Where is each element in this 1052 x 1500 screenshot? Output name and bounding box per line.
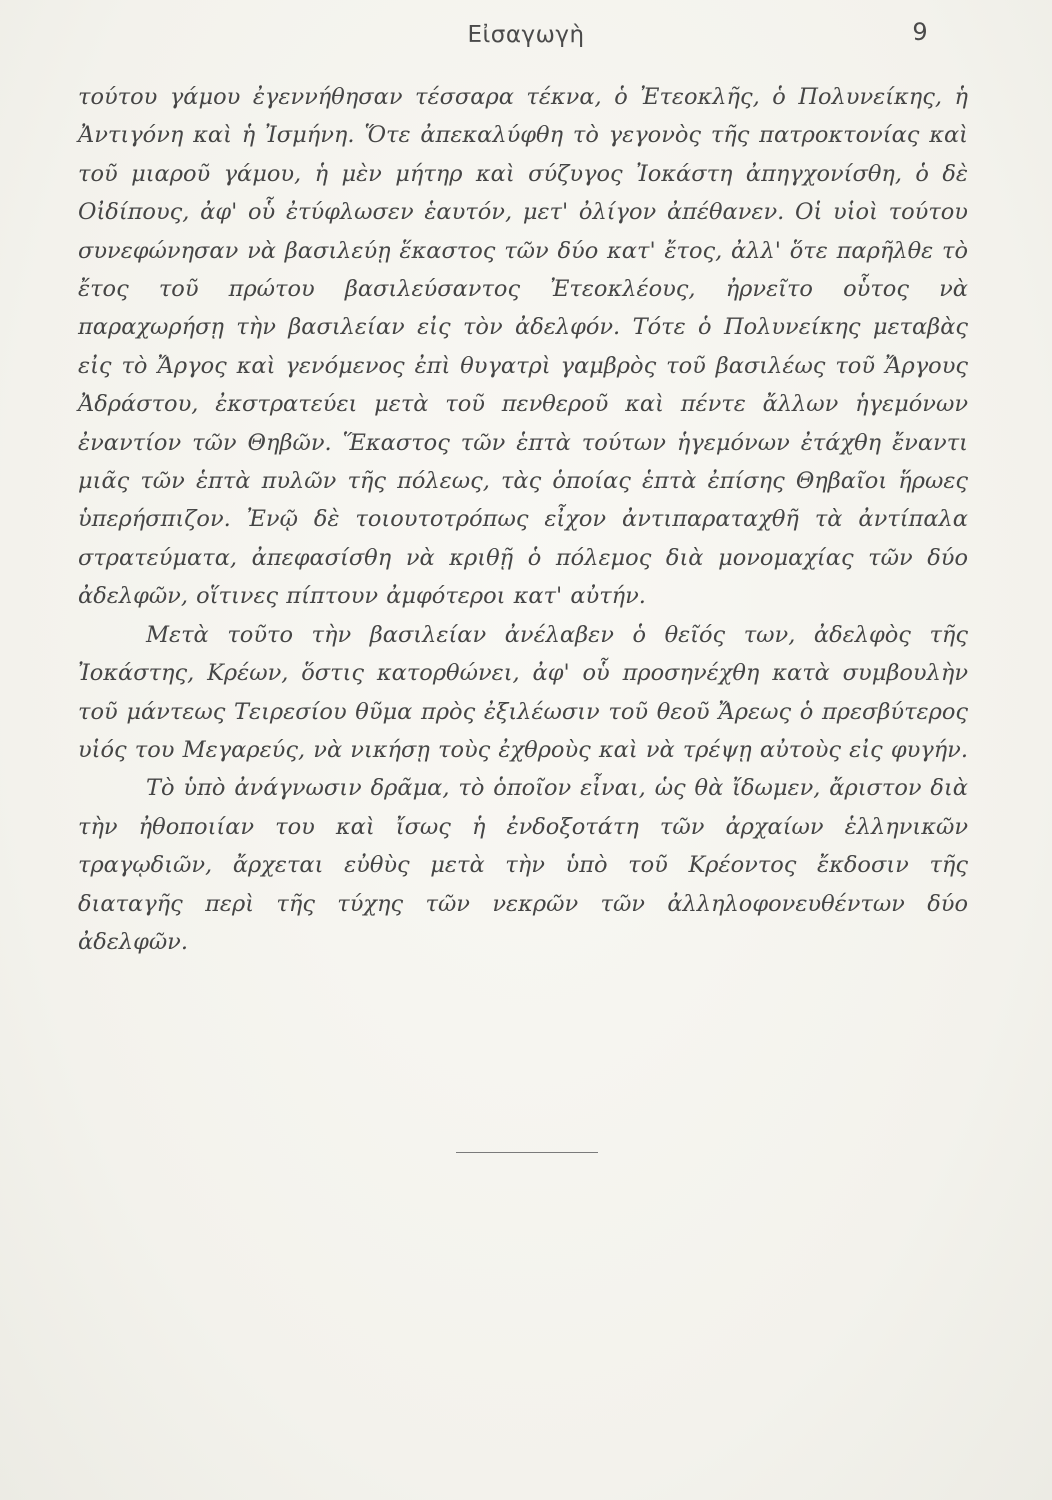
paragraph-2: Μετὰ τοῦτο τὴν βασιλείαν ἀνέλαβεν ὁ θεῖός των, ἀδελφὸς τῆς Ἰοκάστης, Κρέων, ὅστις κατορθώνει, ἀφ' οὗ προσηνέχθη κατὰ συμβουλὴν τοῦ μάντεως Τειρεσίου θῦμα πρὸς ἐξιλέωσιν τοῦ θεοῦ Ἄρεως ὁ πρεσβύτερος υἱός του Μεγαρεύς, νὰ νικήσῃ τοὺς ἐχθροὺς καὶ νὰ τρέψῃ αὐτοὺς εἰς φυγήν. [78,621,969,763]
paragraph-1: τούτου γάμου ἐγεννήθησαν τέσσαρα τέκνα, ὁ Ἐτεοκλῆς, ὁ Πολυνείκης, ἡ Ἀντιγόνη καὶ ἡ Ἰσμήνη. Ὅτε ἀπεκαλύφθη τὸ γεγονὸς τῆς πατροκτονίας καὶ τοῦ μιαροῦ γάμου, ἡ μὲν μήτηρ καὶ σύζυγος Ἰοκάστη ἀπηγχονίσθη, ὁ δὲ Οἰδίπους, ἀφ' οὗ ἐτύφλωσεν ἑαυτόν, μετ' ὀλίγον ἀπέθανεν. Οἱ υἱοὶ τούτου συνεφώνησαν νὰ βασιλεύῃ ἕκαστος τῶν δύο κατ' ἔτος, ἀλλ' ὅτε παρῆλθε τὸ ἔτος τοῦ πρώτου βασιλεύσαντος Ἐτεοκλέους, ἠρνεῖτο οὗτος νὰ παραχωρήσῃ τὴν βασιλείαν εἰς τὸν ἀδελφόν. Τότε ὁ Πολυνείκης μεταβὰς εἰς τὸ Ἄργος καὶ γενόμενος ἐπὶ θυγατρὶ γαμβρὸς τοῦ βασιλέως τοῦ Ἄργους Ἀδράστου, ἐκστρατεύει μετὰ τοῦ πενθεροῦ καὶ πέντε ἄλλων ἡγεμόνων ἐναντίον τῶν Θηβῶν. Ἕκαστος τῶν ἑπτὰ τούτων ἡγεμόνων ἐτάχθη ἔναντι μιᾶς τῶν ἑπτὰ πυλῶν τῆς πόλεως, τὰς ὁποίας ἑπτὰ ἐπίσης Θηβαῖοι ἥρωες ὑπερήσπιζον. Ἐνῷ δὲ τοιουτοτρόπως εἶχον ἀντιπαραταχθῆ τὰ ἀντίπαλα στρατεύματα, ἀπεφασίσθη νὰ κριθῇ ὁ πόλεμος διὰ μονομαχίας τῶν δύο ἀδελφῶν, οἵτινες πίπτουν ἀμφότεροι κατ' αὐτήν. [78,84,968,610]
running-head-title: Εἰσαγωγὴ [467,22,585,48]
page-number: 9 [912,18,928,46]
section-end-rule [456,1152,598,1153]
body-text [78,78,968,961]
paragraph-3: Τὸ ὑπὸ ἀνάγνωσιν δρᾶμα, τὸ ὁποῖον εἶναι, ὡς θὰ ἴδωμεν, ἄριστον διὰ τὴν ἠθοποιίαν του καὶ ἴσως ἡ ἐνδοξοτάτη τῶν ἀρχαίων ἑλληνικῶν τραγῳδιῶν, ἄρχεται εὐθὺς μετὰ τὴν ὑπὸ τοῦ Κρέοντος ἔκδοσιν τῆς διαταγῆς περὶ τῆς τύχης τῶν νεκρῶν τῶν ἀλληλοφονευθέντων δύο ἀδελφῶν. [78,775,968,955]
